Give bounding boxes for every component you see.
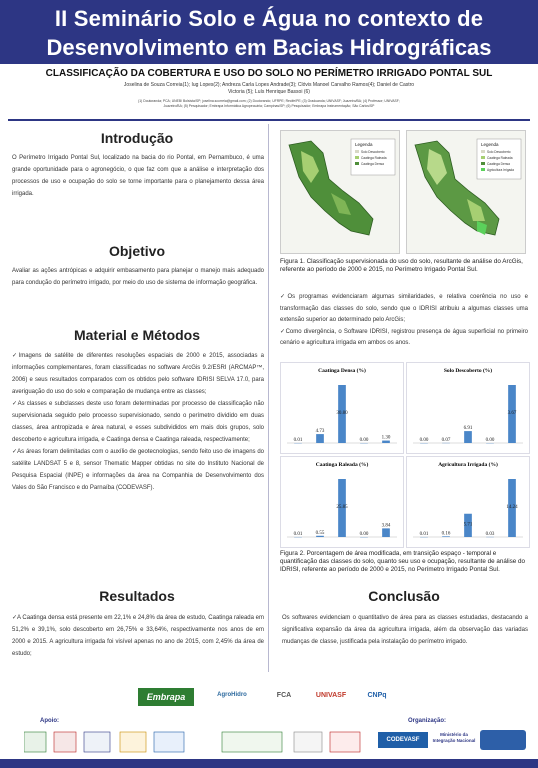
chart-data-label: 3.67 (507, 411, 517, 416)
legend-item-2000-2: Caatinga Raleada (361, 156, 387, 160)
chart-svg (407, 457, 529, 547)
legend-item-2000-3: Caatinga Densa (361, 162, 384, 166)
metodos-paragraph-3: ✓As áreas foram delimitadas com o auxílio de geotecnologias, sendo feito uso de imagens do satélite LANDSAT 5 e 8, sensor Thematic Mapper obtidas no site do Instituto Nacional de Pesquisa Espacial (INPE) e informações da área na Companhia de Desenvolvimento dos Vales do São Francisco e do Parnaíba (CODEVASF). (12, 449, 264, 491)
chart-bar (464, 431, 472, 443)
chart-data-label: 0.00 (359, 532, 369, 537)
conclusao-heading: Conclusão (368, 588, 440, 604)
bullet-similarities: ✓Os programas evidenciaram algumas similaridades, e relativa coerência no uso e transformação das classes do solo, sendo que o IDRISI atribuiu a algumas classes uma extensão superior ao determinado pelo ArcGis; (280, 294, 528, 323)
cnpq-logo: CNPq (367, 692, 387, 699)
conclusao-text: Os softwares evidenciam o quantitativo de área para as classes estudadas, destacando a significativa expansão da área da agricultura irrigada, além da observação das variadas mudanças de classe, justificada pela instalação do perímetro irrigado. (282, 615, 528, 645)
chart-title: Agricultura Irrigada (%) (438, 462, 498, 468)
figure2-charts (280, 362, 530, 548)
authors-line1: Joselina de Souza Correia(1); Iug Lopes(2); Andreza Carla Lopes Andrade(3); Clóvis Manoel Carvalho Ramos(4); Daniel de Castro (123, 82, 415, 88)
chart-bar (382, 528, 390, 537)
fca-logo: FCA (276, 692, 292, 699)
chart-data-label: 0.55 (315, 530, 325, 536)
codevasf-logo: CODEVASF (378, 732, 428, 748)
chart-solo-descoberto (406, 362, 530, 454)
ministerio-logo: Ministério da Integração Nacional (432, 732, 476, 743)
chart-caatinga-densa (280, 362, 404, 454)
figure1-maps (280, 130, 528, 254)
bullet-divergence: ✓Como divergência, o Software IDRISI, registrou presença de água superficial no primeiro cenário e agricultura irrigada em ambos os anos. (280, 328, 528, 346)
intro-text: O Perímetro Irrigado Pontal Sul, localizado na bacia do rio Pontal, em Pernambuco, é uma grande oportunidade para o agronegócio, o que faz com que a análise e interpretação dos processos de uso e ocupação do solo se torne importante para o planejamento dessa área irrigada. (12, 155, 264, 197)
chart-data-label: 0.03 (485, 531, 495, 537)
paper-title: CLASSIFICAÇÃO DA COBERTURA E USO DO SOLO NO PERÍMETRO IRRIGADO PONTAL SUL (45, 68, 493, 79)
chart-data-label: 30.80 (336, 411, 348, 416)
header-banner (0, 0, 538, 64)
chart-title: Caatinga Raleada (%) (315, 462, 369, 468)
chart-data-label: 0.01 (419, 531, 429, 537)
legend-item-2015-3: Caatinga Densa (487, 162, 510, 166)
chart-data-label: 0.07 (441, 437, 451, 443)
chart-data-label: 0.00 (419, 438, 429, 443)
agrohidro-logo: AgroHidro (217, 692, 247, 698)
map-2000 (280, 130, 400, 254)
intro-heading: Introdução (100, 130, 174, 146)
footer (0, 680, 538, 768)
resultados-heading: Resultados (99, 588, 175, 604)
chart-title: Caatinga Densa (%) (318, 368, 366, 374)
metodos-heading: Material e Métodos (73, 327, 201, 343)
column-divider (268, 124, 269, 672)
results-bullets (280, 292, 528, 350)
legend-item-2000-1: Solo Descoberto (361, 150, 385, 154)
map-2000-image (281, 131, 399, 253)
legend-item-2015-4: Agricultura Irrigada (487, 168, 514, 172)
chart-caatinga-raleada (280, 456, 404, 548)
chart-svg (281, 457, 403, 547)
legend-item-2015-2: Caatinga Raleada (487, 156, 513, 160)
univasf-logo: UNIVASF (315, 692, 347, 699)
legend-title-2015: Legenda (481, 142, 499, 147)
chart-data-label: 3.84 (381, 523, 391, 529)
legend-item-2015-1: Solo Descoberto (487, 150, 511, 154)
authors-line2: Victoria (5); Luís Henrique Bassoi (6) (228, 89, 310, 95)
chart-data-label: 0.01 (293, 531, 303, 537)
chart-data-label: 14.24 (506, 505, 518, 510)
chart-data-label: 0.16 (441, 531, 451, 537)
figure1-caption: Figura 1. Classificação supervisionada do uso do solo, resultante de análise do ArcGis, referente ao período de 2000 e 2015, no Perímetro Irrigado Pontal Sul. (280, 258, 523, 273)
brasil-flag-logo (480, 730, 526, 750)
chart-bar (316, 536, 324, 537)
chart-agricultura-irrigada (406, 456, 530, 548)
chart-data-label: 0.00 (359, 438, 369, 443)
metodos-paragraph-2: ✓As classes e subclasses deste uso foram determinadas por processo de classificação não supervisionada seguido pelo processo supervisionado, sendo o perímetro dividido em duas classes, área antropizada e área natural, e esses subdivididos em mais dois grupos, solo descoberto e agricultura irrigada, e Caatinga densa e Caatinga raleada, respectivamente; (12, 401, 264, 443)
event-title-line1: II Seminário Solo e Água no contexto de (54, 6, 484, 31)
chart-bar (382, 441, 390, 443)
map-2015-image (407, 131, 525, 253)
chart-data-label: 0.00 (485, 438, 495, 443)
chart-data-label: 5.71 (463, 522, 473, 528)
figure2-caption: Figura 2. Porcentagem de área modificada, em transição espaço - temporal e quantificação das classes do solo, quanto seu uso e ocupação, resultante de análise do IDRISI, referente ao período de 2000 e 2015, no Perímetro Irrigado Pontal Sul. (280, 550, 526, 573)
organizacao-label: Organização: (408, 718, 447, 724)
chart-bar (316, 434, 324, 443)
affiliations-line1: (1) Doutoranda; PCA; UNEB/ Bolsista/SP; joselina.scorreia@gmail.com; (2) Doutorando; UFRPE; Recife/PE; (3) Graduanda; UNIVASF; Juazeiro/BA; (4) Professor; UNIVASF; (138, 99, 400, 103)
chart-svg (407, 363, 529, 453)
embrapa-logo: Embrapa (138, 688, 194, 706)
metodos-text (12, 350, 264, 494)
apoio-logos (24, 728, 364, 756)
chart-data-label: 0.01 (293, 437, 303, 443)
metodos-paragraph-1: ✓Imagens de satélite de diferentes resoluções espaciais de 2000 e 2015, associadas a informações complementares, foram classificadas no software ArcGis 9.2/ESRI (ARCMAP™, 2006) e seus resultados comparados com os obtidos pelo software IDRISI SELVA 17.0, para averiguação do uso do solo e comparação de mudança entre as classes; (12, 353, 264, 395)
affiliations (20, 99, 518, 109)
header-divider (8, 119, 530, 121)
chart-title: Solo Descoberto (%) (443, 368, 493, 374)
legend-title-2000: Legenda (355, 142, 373, 147)
chart-svg (281, 363, 403, 453)
chart-data-label: 25.85 (336, 505, 348, 510)
authors (60, 82, 478, 96)
objetivo-text: Avaliar as ações antrópicas e adquirir embasamento para planejar o manejo mais adequado para condução do perímetro irrigado, por meio do uso de sistema de informação geográfica. (12, 268, 264, 286)
objetivo-heading: Objetivo (108, 243, 165, 259)
chart-bar (442, 536, 450, 537)
map-2015 (406, 130, 526, 254)
apoio-label: Apoio: (40, 718, 59, 724)
chart-data-label: 4.73 (315, 429, 325, 435)
chart-data-label: 6.91 (463, 426, 473, 432)
affiliations-line2: Juazeiro/BA; (5) Pesquisador; Embrapa Informática Agropecuária; Campinas/SP; (6) Pesquisador; Embrapa Instrumentação; São Carlos/SP (163, 104, 375, 108)
footer-bar (0, 759, 538, 768)
chart-data-label: 1.30 (381, 435, 391, 441)
event-title-line2: Desenvolvimento em Bacias Hidrográficas (46, 35, 492, 60)
resultados-text: ✓A Caatinga densa está presente em 22,1% e 24,8% da área de estudo, Caatinga raleada em 51,2% e 39,1%, solo descoberto em 26,75% e 33,64%, respectivamente nos anos de em 2000 e 2015. A agricultura irrigada foi visível apenas no ano de 2015, com 2,45% da área de estudo; (12, 615, 264, 657)
